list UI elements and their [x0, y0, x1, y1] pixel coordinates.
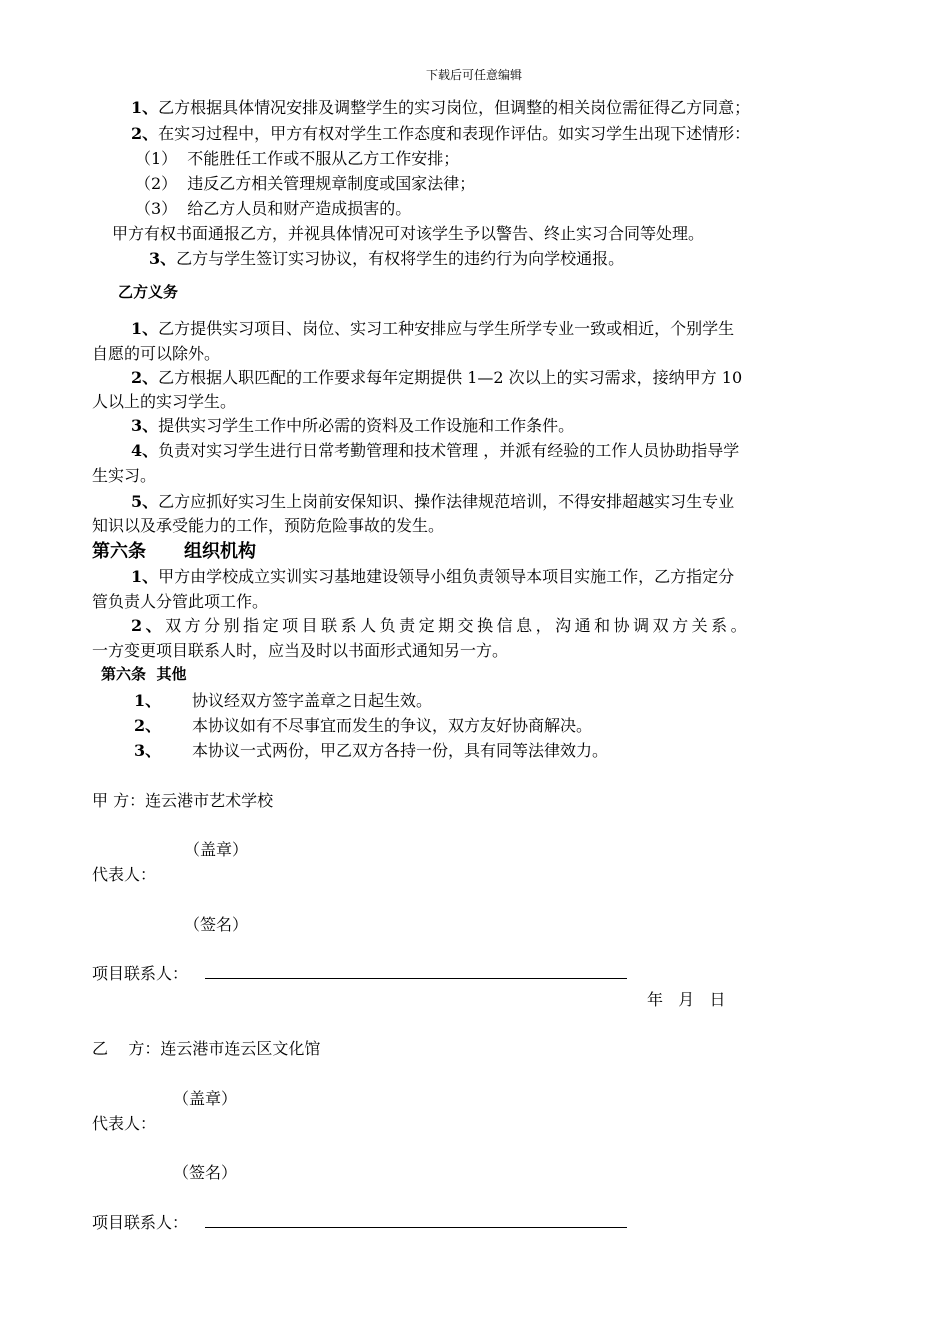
item-number: 2、 — [131, 124, 159, 143]
item-number: 5、 — [131, 492, 159, 511]
sub-text: 不能胜任工作或不服从乙方工作安排； — [187, 149, 460, 168]
item-text: 提供实习学生工作中所必需的资料及工作设施和工作条件。 — [158, 416, 575, 435]
item-number: 2、 — [131, 368, 159, 387]
article6-item-2 — [131, 613, 750, 636]
item-number: 4、 — [131, 441, 159, 460]
sub-text: 给乙方人员和财产造成损害的。 — [187, 199, 412, 218]
page-header: 下载后可任意编辑 — [426, 68, 523, 82]
sub-number: （2） — [135, 174, 178, 193]
article6-item-1-cont: 管负责人分管此项工作。 — [92, 592, 269, 611]
yi-item-1 — [131, 316, 734, 339]
item-text: 乙方根据人职匹配的工作要求每年定期提供 1—2 次以上的实习需求，接纳甲方 10 — [158, 368, 743, 387]
party-a-seal: （盖章） — [184, 840, 249, 859]
party-a-signature: （签名） — [184, 915, 249, 934]
item-text: 在实习过程中，甲方有权对学生工作态度和表现作评估。如实习学生出现下述情形： — [158, 124, 751, 143]
jia-item-2 — [131, 121, 750, 144]
party-a-label: 甲 方：连云港市艺术学校 — [92, 791, 274, 810]
article-number: 第六条 — [92, 541, 146, 562]
party-b-signature: （签名） — [173, 1163, 238, 1182]
sub-number: （3） — [135, 199, 178, 218]
party-b-representative: 代表人： — [92, 1114, 157, 1133]
item-text: 乙方应抓好实习生上岗前安保知识、操作法律规范培训，不得安排超越实习生专业 — [158, 492, 735, 511]
article-title: 组织机构 — [184, 541, 256, 562]
yi-item-2-cont: 人以上的实习学生。 — [92, 392, 237, 411]
date-line: 年 月 日 — [647, 990, 726, 1009]
yi-duties-heading: 乙方义务 — [118, 283, 179, 301]
jia-sub-3 — [135, 196, 411, 219]
party-a-contact-line — [205, 978, 627, 979]
jia-item-3 — [149, 246, 624, 269]
yi-item-4 — [131, 438, 739, 461]
jia-item-1 — [131, 95, 750, 118]
item-number: 3、 — [131, 416, 159, 435]
article6-heading — [92, 537, 256, 563]
item-text: 双方分别指定项目联系人负责定期交换信息，沟通和协调双方关系。 — [165, 616, 751, 635]
item-text: 负责对实习学生进行日常考勤管理和技术管理 ，并派有经验的工作人员协助指导学 — [158, 441, 740, 460]
item-text: 乙方与学生签订实习协议，有权将学生的违约行为向学校通报。 — [176, 249, 625, 268]
other-item-2-number: 2、 — [134, 716, 162, 735]
other-item-3-text: 本协议一式两份，甲乙双方各持一份，具有同等法律效力。 — [192, 741, 609, 760]
sub-text: 违反乙方相关管理规章制度或国家法律； — [187, 174, 476, 193]
other-item-1-number: 1、 — [134, 691, 162, 710]
item-text: 乙方提供实习项目、岗位、实习工种安排应与学生所学专业一致或相近，个别学生 — [158, 319, 735, 338]
party-a-representative: 代表人： — [92, 865, 157, 884]
party-a-contact-label: 项目联系人： — [92, 964, 189, 983]
article6-item-2-cont: 一方变更项目联系人时，应当及时以书面形式通知另一方。 — [92, 641, 509, 660]
item-text: 甲方由学校成立实训实习基地建设领导小组负责领导本项目实施工作，乙方指定分 — [158, 567, 735, 586]
other-item-1-text: 协议经双方签字盖章之日起生效。 — [192, 691, 433, 710]
sub-number: （1） — [135, 149, 178, 168]
item-text: 乙方根据具体情况安排及调整学生的实习岗位，但调整的相关岗位需征得乙方同意； — [158, 98, 751, 117]
party-b-contact-line — [205, 1227, 627, 1228]
yi-item-4-cont: 生实习。 — [92, 466, 157, 485]
yi-item-2 — [131, 365, 742, 388]
jia-sub-2 — [135, 171, 475, 194]
item-number: 3、 — [149, 249, 177, 268]
party-b-label: 乙 方：连云港市连云区文化馆 — [92, 1039, 321, 1058]
yi-item-5 — [131, 489, 734, 512]
party-b-seal: （盖章） — [173, 1089, 238, 1108]
yi-item-5-cont: 知识以及承受能力的工作，预防危险事故的发生。 — [92, 516, 445, 535]
party-b-contact-label: 项目联系人： — [92, 1213, 189, 1232]
item-number: 1、 — [131, 567, 159, 586]
other-item-2-text: 本协议如有不尽事宜而发生的争议，双方友好协商解决。 — [192, 716, 593, 735]
yi-item-1-cont: 自愿的可以除外。 — [92, 344, 221, 363]
jia-after-text: 甲方有权书面通报乙方，并视具体情况可对该学生予以警告、终止实习合同等处理。 — [112, 224, 705, 243]
yi-item-3 — [131, 413, 574, 436]
article-other-heading: 第六条 其他 — [101, 665, 187, 683]
jia-sub-1 — [135, 146, 459, 169]
item-number: 1、 — [131, 98, 159, 117]
article6-item-1 — [131, 564, 734, 587]
item-number: 2、 — [131, 616, 166, 635]
item-number: 1、 — [131, 319, 159, 338]
other-item-3-number: 3、 — [134, 741, 162, 760]
